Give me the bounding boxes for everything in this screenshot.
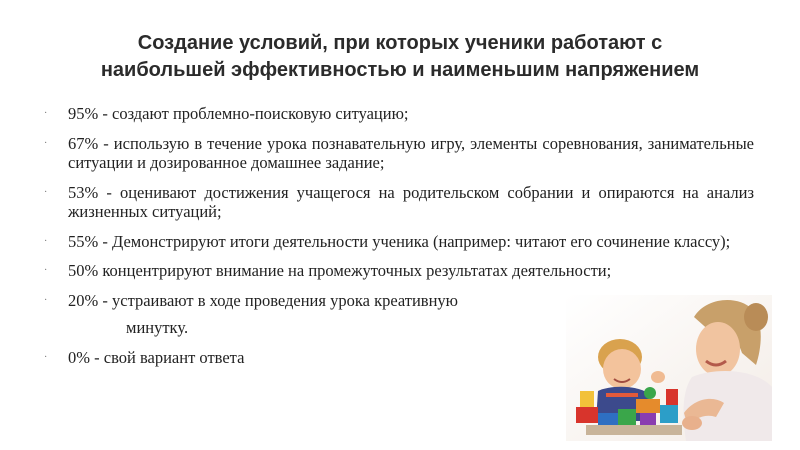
mother-child-playing-blocks-photo	[566, 295, 772, 441]
slide-title	[40, 30, 760, 84]
bullet-marker: ·	[44, 235, 48, 247]
bullet-item	[44, 232, 754, 252]
bullet-text: 95% - создают проблемно-поисковую ситуацию;	[68, 104, 409, 123]
bullet-text: 20% - устраивают в ходе проведения урока креативную	[68, 290, 458, 310]
title-line-2: наибольшей эффективностью и наименьшим напряжением	[100, 59, 700, 81]
bullet-item	[44, 134, 754, 173]
bullet-item	[44, 261, 754, 281]
bullet-text: 50% концентрируют внимание на промежуточных результатах деятельности;	[68, 261, 612, 280]
bullet-item	[44, 104, 754, 124]
bullet-text: 55% - Демонстрируют итоги деятельности ученика (например: читают его сочинение классу);	[68, 231, 731, 251]
title-line-1: Создание условий, при которых ученики работают с	[137, 32, 663, 54]
bullet-text: 67% - использую в течение урока познавательную игру, элементы соревнования, занимательные ситуации и дозированное домашнее задание;	[68, 133, 754, 172]
bullet-marker: ·	[44, 265, 48, 276]
bullet-marker: ·	[44, 294, 48, 306]
bullet-text: 53% - оценивают достижения учащегося на родительском собрании и опираются на анализ жизненных ситуаций;	[68, 182, 754, 221]
bullet-item	[44, 183, 754, 222]
bullet-continuation: минутку.	[126, 318, 189, 337]
bullet-marker: ·	[44, 186, 48, 198]
bullet-marker: ·	[44, 137, 48, 149]
bullet-text: 0% - свой вариант ответа	[68, 347, 245, 367]
bullet-item	[44, 291, 528, 338]
bullet-marker: ·	[44, 108, 48, 119]
bullet-marker: ·	[44, 351, 48, 363]
